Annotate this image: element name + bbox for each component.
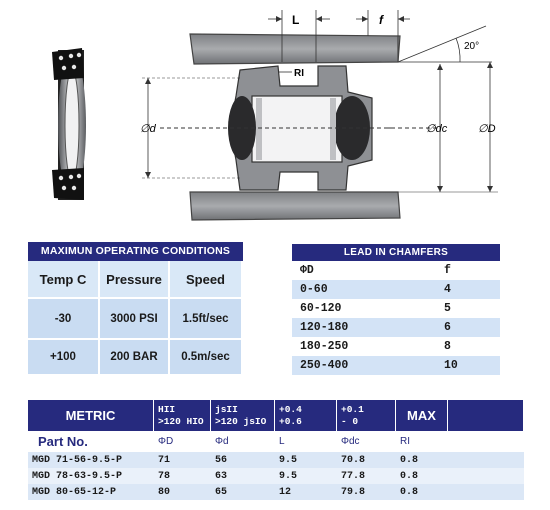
part-no-header: Part No. — [38, 434, 88, 449]
part-number: MGD 80-65-12-P — [32, 486, 117, 498]
range-cell: 180-250 — [300, 340, 349, 353]
f-cell: 10 — [444, 359, 458, 372]
speed-m: 0.5m/sec — [170, 340, 243, 376]
header-pressure: Pressure — [100, 261, 170, 299]
metric-subheader-row — [28, 431, 524, 452]
L-value: 9.5 — [279, 470, 298, 482]
col-D-header: ΦD — [158, 436, 174, 447]
metric-title: METRIC — [28, 400, 154, 431]
col-d-header: Φd — [215, 436, 229, 447]
L-value: 12 — [279, 486, 292, 498]
lead-in-chamfers-table — [292, 244, 500, 375]
temp-min: -30 — [28, 299, 100, 340]
RI-value: 0.8 — [400, 454, 419, 466]
d-value: 65 — [215, 486, 228, 498]
lead-in-title: LEAD IN CHAMFERS — [292, 244, 500, 261]
tol-D — [154, 400, 211, 431]
header-temp: Temp C — [28, 261, 100, 299]
dia-D-label: ∅D — [478, 123, 496, 135]
d-value: 63 — [215, 470, 228, 482]
metric-header — [28, 400, 524, 431]
angle-label: 20° — [464, 41, 480, 52]
seal-ring-illustration — [52, 48, 86, 200]
dc-value: 77.8 — [341, 470, 366, 482]
RI-value: 0.8 — [400, 486, 419, 498]
dim-L-label: L — [292, 13, 300, 27]
dia-dc-label: ∅dc — [426, 123, 448, 135]
header-filler — [448, 400, 524, 431]
table-row — [28, 468, 524, 484]
tol-D-line2: >120 HIO — [158, 415, 204, 427]
pressure-bar: 200 BAR — [100, 340, 170, 376]
metric-parts-table — [28, 400, 524, 500]
tol-L — [275, 400, 337, 431]
tol-L-line2: +0.6 — [279, 415, 302, 427]
tol-D-line1: HII — [158, 403, 176, 415]
lead-in-header-row — [292, 261, 500, 280]
range-cell: 250-400 — [300, 359, 349, 372]
max-conditions-title: MAXIMUN OPERATING CONDITIONS — [28, 242, 243, 261]
L-value: 9.5 — [279, 454, 298, 466]
part-number: MGD 78-63-9.5-P — [32, 470, 123, 482]
tol-d-line1: jsII — [215, 403, 238, 415]
table-row — [28, 452, 524, 468]
max-operating-conditions-table — [28, 242, 243, 376]
col-L-header: L — [279, 436, 285, 447]
lead-in-header-f: f — [444, 264, 451, 277]
RI-value: 0.8 — [400, 470, 419, 482]
table-row — [28, 484, 524, 500]
tol-dc — [337, 400, 396, 431]
range-cell: 0-60 — [300, 283, 328, 296]
max-label: MAX — [396, 400, 448, 431]
seal-drawing — [0, 0, 550, 235]
table-row — [292, 337, 500, 356]
D-value: 78 — [158, 470, 171, 482]
radius-label: RI — [294, 68, 304, 79]
tol-d — [211, 400, 275, 431]
dc-value: 70.8 — [341, 454, 366, 466]
tol-dc-line2: - 0 — [341, 415, 359, 427]
tol-dc-line1: +0.1 — [341, 403, 364, 415]
tol-L-line1: +0.4 — [279, 403, 302, 415]
col-RI-header: RI — [400, 436, 410, 447]
part-number: MGD 71-56-9.5-P — [32, 454, 123, 466]
dc-value: 79.8 — [341, 486, 366, 498]
speed-ft: 1.5ft/sec — [170, 299, 243, 340]
D-value: 71 — [158, 454, 171, 466]
table-row — [292, 280, 500, 299]
header-speed: Speed — [170, 261, 243, 299]
dim-f-label: f — [379, 13, 383, 27]
f-cell: 4 — [444, 283, 451, 296]
d-value: 56 — [215, 454, 228, 466]
range-cell: 120-180 — [300, 321, 349, 334]
f-cell: 5 — [444, 302, 451, 315]
pressure-psi: 3000 PSI — [100, 299, 170, 340]
table-row — [292, 318, 500, 337]
tol-d-line2: >120 jsIO — [215, 415, 267, 427]
D-value: 80 — [158, 486, 171, 498]
range-cell: 60-120 — [300, 302, 342, 315]
col-dc-header: Φdc — [341, 436, 360, 447]
temp-max: +100 — [28, 340, 100, 376]
table-row — [292, 356, 500, 375]
dia-d-label: ∅d — [140, 123, 156, 135]
lead-in-header-D: ΦD — [300, 264, 314, 277]
f-cell: 8 — [444, 340, 451, 353]
f-cell: 6 — [444, 321, 451, 334]
table-row — [292, 299, 500, 318]
